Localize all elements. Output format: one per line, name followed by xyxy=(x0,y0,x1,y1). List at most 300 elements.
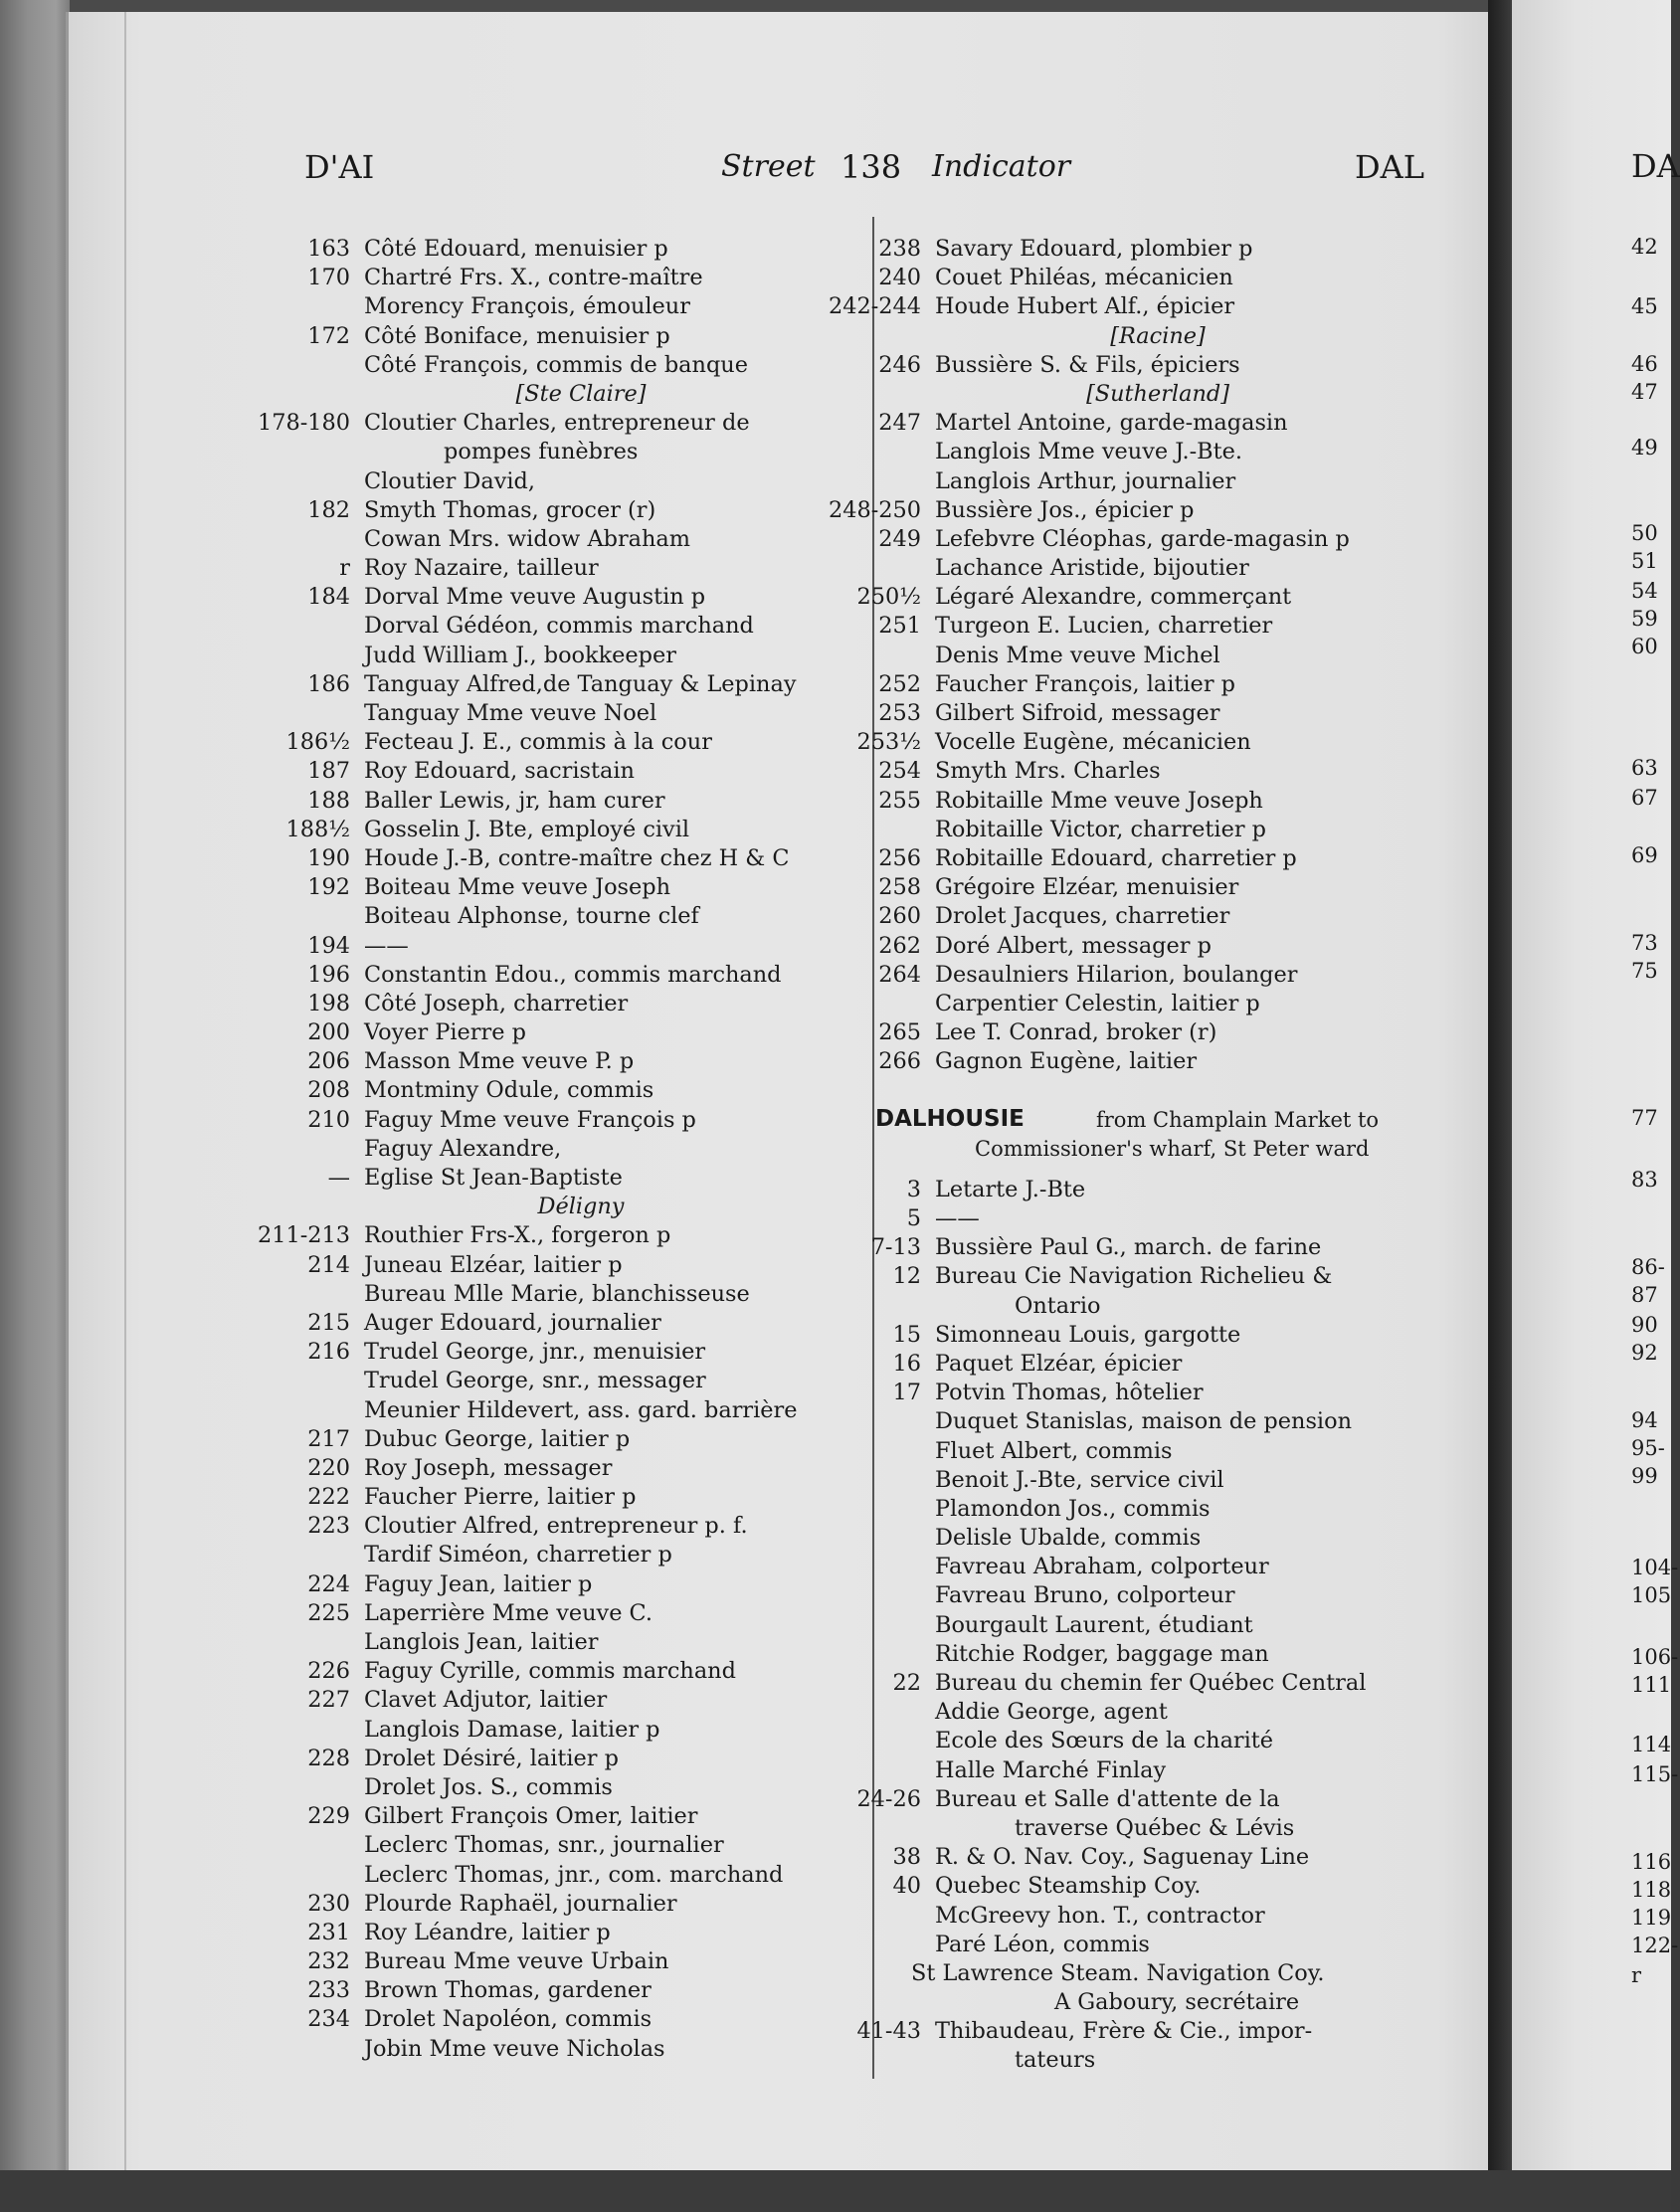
resident-entry: Drolet Jos. S., commis xyxy=(364,1773,613,1800)
resident-entry: Faguy Alexandre, xyxy=(364,1135,562,1162)
house-number: 38 xyxy=(892,1844,921,1871)
directory-entry xyxy=(304,1396,857,1425)
resident-entry: Leclerc Thomas, snr., journalier xyxy=(364,1832,724,1859)
resident-entry: Lee T. Conrad, broker (r) xyxy=(935,1019,1217,1046)
resident-entry: Constantin Edou., commis marchand xyxy=(364,961,782,988)
directory-entry xyxy=(875,1292,1440,1321)
house-number: 238 xyxy=(878,236,921,262)
house-number: 246 xyxy=(878,351,921,378)
directory-entry xyxy=(304,351,857,380)
house-number: 182 xyxy=(307,496,350,523)
directory-entry xyxy=(870,1233,1440,1262)
directory-entry xyxy=(257,1221,857,1250)
directory-entry xyxy=(304,902,857,931)
directory-entry xyxy=(304,1686,857,1715)
header-street: Street xyxy=(721,149,816,184)
house-number: 234 xyxy=(307,2006,350,2033)
directory-entry xyxy=(875,264,1440,292)
house-number: 15 xyxy=(892,1321,921,1348)
resident-entry: Bureau Mme veuve Urbain xyxy=(364,1948,669,1975)
directory-entry xyxy=(875,1105,1440,1134)
directory-entry xyxy=(875,1495,1440,1524)
house-number: 186 xyxy=(307,670,350,697)
house-number: 217 xyxy=(307,1425,350,1452)
next-page-number: 83 xyxy=(1631,1168,1658,1192)
house-number: 3 xyxy=(906,1176,921,1202)
house-number: 242-244 xyxy=(828,293,921,320)
resident-entry: Roy Edouard, sacristain xyxy=(364,758,635,785)
house-number: 196 xyxy=(307,961,350,988)
next-page-number: 73 xyxy=(1631,931,1658,955)
directory-entry xyxy=(875,1135,1440,1164)
next-page-number: 116 xyxy=(1631,1850,1672,1874)
resident-entry: Quebec Steamship Coy. xyxy=(935,1873,1202,1900)
resident-entry: tateurs xyxy=(1015,2047,1096,2074)
directory-entry xyxy=(304,525,857,554)
next-page-number: 118 xyxy=(1631,1878,1672,1902)
resident-entry: Doré Albert, messager p xyxy=(935,932,1212,959)
house-number: 22 xyxy=(892,1670,921,1696)
directory-entry xyxy=(875,1437,1440,1466)
house-number: — xyxy=(327,1165,350,1191)
house-number: 254 xyxy=(878,758,921,785)
directory-entry xyxy=(304,612,857,641)
house-number: 225 xyxy=(307,1599,350,1626)
directory-entry xyxy=(856,1785,1440,1814)
directory-entry xyxy=(875,438,1440,466)
directory-entry xyxy=(304,1076,857,1105)
directory-entry xyxy=(875,1176,1440,1204)
resident-entry: Bussière Paul G., march. de farine xyxy=(935,1234,1322,1261)
resident-entry: R. & O. Nav. Coy., Saguenay Line xyxy=(935,1844,1310,1871)
next-page-number: 104- xyxy=(1631,1556,1679,1579)
house-number: 222 xyxy=(307,1484,350,1511)
directory-entry xyxy=(828,496,1440,525)
house-number: 224 xyxy=(307,1570,350,1597)
directory-entry xyxy=(285,728,857,757)
next-page-number: 49 xyxy=(1631,436,1658,460)
directory-entry xyxy=(304,1773,857,1802)
directory-entry xyxy=(875,670,1440,699)
next-page-header: DA xyxy=(1631,147,1680,185)
house-number: 253 xyxy=(878,700,921,726)
resident-entry: —— xyxy=(364,932,409,959)
resident-entry: Cowan Mrs. widow Abraham xyxy=(364,525,690,552)
resident-entry: Côté Edouard, menuisier p xyxy=(364,236,668,262)
directory-entry xyxy=(304,235,857,264)
header-right: DAL xyxy=(1355,148,1425,186)
directory-column-left xyxy=(257,235,857,2064)
resident-entry: Trudel George, jnr., menuisier xyxy=(364,1339,706,1366)
house-number: 249 xyxy=(878,525,921,552)
house-number: 233 xyxy=(307,1977,350,2004)
resident-entry: Fluet Albert, commis xyxy=(935,1437,1173,1464)
house-number: 16 xyxy=(892,1350,921,1377)
directory-entry xyxy=(304,1135,857,1164)
resident-entry: Boiteau Alphonse, tourne clef xyxy=(364,903,699,930)
next-page-number: 47 xyxy=(1631,380,1658,404)
resident-entry: Halle Marché Finlay xyxy=(935,1756,1167,1783)
house-number: 229 xyxy=(307,1803,350,1830)
next-page-number: 42 xyxy=(1631,235,1658,259)
directory-entry xyxy=(875,1164,1440,1176)
directory-entry xyxy=(304,1193,857,1221)
house-number: 41-43 xyxy=(856,2018,921,2045)
house-number: 208 xyxy=(307,1077,350,1104)
directory-entry xyxy=(304,990,857,1018)
directory-entry xyxy=(875,1698,1440,1727)
directory-entry xyxy=(875,1669,1440,1698)
directory-entry xyxy=(304,322,857,351)
resident-entry: Bourgault Laurent, étudiant xyxy=(935,1611,1253,1638)
directory-entry xyxy=(304,642,857,670)
directory-entry xyxy=(304,1251,857,1280)
resident-entry: Duquet Stanislas, maison de pension xyxy=(935,1408,1352,1435)
directory-entry xyxy=(304,380,857,409)
house-number: 227 xyxy=(307,1687,350,1714)
resident-entry: Gilbert Sifroid, messager xyxy=(935,700,1220,726)
next-page-number: 87 xyxy=(1631,1283,1658,1307)
directory-entry xyxy=(875,1553,1440,1581)
house-number: 40 xyxy=(892,1873,921,1900)
resident-entry: Robitaille Edouard, charretier p xyxy=(935,844,1297,871)
directory-entry xyxy=(304,1716,857,1745)
next-page-number: 60 xyxy=(1631,635,1658,658)
resident-entry: Tardif Siméon, charretier p xyxy=(364,1542,672,1568)
directory-entry xyxy=(875,1204,1440,1233)
bottom-shadow xyxy=(0,2170,1671,2212)
directory-entry xyxy=(304,1802,857,1831)
resident-entry: Favreau Abraham, colporteur xyxy=(935,1554,1269,1580)
directory-entry xyxy=(304,1599,857,1628)
directory-entry xyxy=(856,2017,1440,2046)
directory-entry xyxy=(304,873,857,902)
house-number: 163 xyxy=(307,236,350,262)
resident-entry: Turgeon E. Lucien, charretier xyxy=(935,613,1273,640)
header-indicator: Indicator xyxy=(932,149,1071,184)
directory-entry xyxy=(304,1106,857,1135)
resident-entry: Roy Nazaire, tailleur xyxy=(364,555,599,582)
resident-entry: Bureau Cie Navigation Richelieu & xyxy=(935,1263,1333,1290)
directory-entry xyxy=(304,1976,857,2005)
next-page-number: 95- xyxy=(1631,1436,1665,1460)
directory-entry xyxy=(304,1454,857,1483)
directory-entry xyxy=(856,583,1440,612)
resident-entry: Desaulniers Hilarion, boulanger xyxy=(935,961,1298,988)
resident-entry: Masson Mme veuve P. p xyxy=(364,1048,635,1075)
house-number: 5 xyxy=(906,1205,921,1231)
directory-entry xyxy=(304,1164,857,1193)
resident-entry: Brown Thomas, gardener xyxy=(364,1977,652,2004)
house-number: 264 xyxy=(878,961,921,988)
next-page-number: 50 xyxy=(1631,521,1658,545)
directory-entry xyxy=(875,873,1440,902)
house-number: 12 xyxy=(892,1263,921,1290)
resident-entry: Déligny xyxy=(537,1194,625,1220)
resident-entry: Faguy Cyrille, commis marchand xyxy=(364,1658,736,1685)
directory-entry xyxy=(875,351,1440,380)
resident-entry: Paquet Elzéar, épicier xyxy=(935,1350,1183,1377)
resident-entry: Morency François, émouleur xyxy=(364,293,690,320)
directory-entry xyxy=(304,757,857,786)
directory-entry xyxy=(875,1018,1440,1047)
house-number: 253½ xyxy=(856,729,921,756)
directory-entry xyxy=(875,1988,1440,2017)
directory-entry xyxy=(875,932,1440,961)
resident-entry: Ontario xyxy=(1015,1292,1101,1319)
resident-entry: Benoit J.-Bte, service civil xyxy=(935,1466,1224,1493)
next-page-number: 69 xyxy=(1631,843,1658,867)
resident-entry: Routhier Frs-X., forgeron p xyxy=(364,1222,671,1249)
book-gutter xyxy=(1488,0,1512,2212)
house-number: 188½ xyxy=(285,816,350,842)
house-number: 228 xyxy=(307,1745,350,1771)
resident-entry: Faucher François, laitier p xyxy=(935,670,1235,697)
resident-entry: Laperrière Mme veuve C. xyxy=(364,1599,653,1626)
resident-entry: Letarte J.-Bte xyxy=(935,1176,1086,1202)
resident-entry: Carpentier Celestin, laitier p xyxy=(935,990,1260,1016)
directory-entry xyxy=(875,699,1440,728)
directory-entry xyxy=(304,1512,857,1541)
house-number: 192 xyxy=(307,874,350,901)
house-number: 188 xyxy=(307,787,350,814)
resident-entry: Lefebvre Cléophas, garde-magasin p xyxy=(935,525,1350,552)
house-number: 266 xyxy=(878,1048,921,1075)
house-number: r xyxy=(339,555,350,582)
directory-entry xyxy=(875,1902,1440,1931)
directory-entry xyxy=(875,844,1440,873)
resident-entry: Smyth Mrs. Charles xyxy=(935,758,1161,785)
house-number: 231 xyxy=(307,1919,350,1945)
directory-entry xyxy=(304,1570,857,1599)
resident-entry: Grégoire Elzéar, menuisier xyxy=(935,874,1239,901)
house-number: 262 xyxy=(878,932,921,959)
directory-entry xyxy=(875,1524,1440,1553)
next-page-number: 115- xyxy=(1631,1762,1679,1786)
next-page-number: 114 xyxy=(1631,1733,1672,1756)
resident-entry: Commissioner's wharf, St Peter ward xyxy=(975,1136,1370,1161)
directory-entry xyxy=(875,1959,1440,1988)
directory-entry xyxy=(875,467,1440,496)
directory-entry xyxy=(304,1018,857,1047)
next-page-number: 67 xyxy=(1631,786,1658,810)
directory-entry xyxy=(875,961,1440,990)
house-number: 194 xyxy=(307,932,350,959)
directory-entry xyxy=(875,1872,1440,1901)
resident-entry: Langlois Mme veuve J.-Bte. xyxy=(935,439,1242,465)
house-number: 247 xyxy=(878,410,921,437)
directory-entry xyxy=(875,612,1440,641)
house-number: 178-180 xyxy=(257,410,350,437)
resident-entry: Montminy Odule, commis xyxy=(364,1077,654,1104)
directory-entry xyxy=(304,1367,857,1395)
directory-entry xyxy=(875,409,1440,438)
house-number: 240 xyxy=(878,265,921,291)
directory-entry xyxy=(304,961,857,990)
house-number: 260 xyxy=(878,903,921,930)
resident-entry: Cloutier Charles, entrepreneur de xyxy=(364,410,750,437)
resident-entry: St Lawrence Steam. Navigation Coy. xyxy=(911,1959,1325,1986)
resident-entry: Côté François, commis de banque xyxy=(364,351,748,378)
directory-entry xyxy=(304,292,857,321)
resident-entry: DALHOUSIE xyxy=(875,1106,1025,1133)
house-number: 206 xyxy=(307,1048,350,1075)
resident-entry: Côté Boniface, menuisier p xyxy=(364,322,670,349)
resident-entry: Ritchie Rodger, baggage man xyxy=(935,1640,1269,1667)
directory-entry xyxy=(875,554,1440,583)
next-page-number: 90 xyxy=(1631,1313,1658,1337)
resident-entry: Denis Mme veuve Michel xyxy=(935,642,1220,668)
directory-entry xyxy=(304,699,857,728)
resident-entry: Voyer Pierre p xyxy=(364,1019,526,1046)
house-number: 248-250 xyxy=(828,496,921,523)
house-number: 200 xyxy=(307,1019,350,1046)
directory-entry xyxy=(304,1628,857,1657)
directory-entry xyxy=(875,1756,1440,1785)
resident-entry: Côté Joseph, charretier xyxy=(364,990,629,1016)
directory-entry xyxy=(875,757,1440,786)
house-number: 216 xyxy=(307,1339,350,1366)
directory-entry xyxy=(875,1931,1440,1959)
next-page-number: 51 xyxy=(1631,549,1658,573)
resident-entry: Potvin Thomas, hôtelier xyxy=(935,1380,1204,1406)
directory-entry xyxy=(875,1076,1440,1105)
resident-entry: Cloutier David, xyxy=(364,467,535,494)
resident-entry: Tanguay Mme veuve Noel xyxy=(364,700,657,726)
directory-entry xyxy=(828,292,1440,321)
resident-entry: McGreevy hon. T., contractor xyxy=(935,1902,1265,1929)
directory-entry xyxy=(304,1425,857,1454)
house-number: 7-13 xyxy=(870,1234,921,1261)
resident-entry: Meunier Hildevert, ass. gard. barrière xyxy=(364,1396,798,1423)
directory-entry xyxy=(875,642,1440,670)
directory-entry xyxy=(304,1483,857,1512)
resident-entry: Savary Edouard, plombier p xyxy=(935,236,1253,262)
street-description: from Champlain Market to xyxy=(1096,1108,1380,1133)
resident-entry: Delisle Ubalde, commis xyxy=(935,1525,1202,1552)
resident-entry: Boiteau Mme veuve Joseph xyxy=(364,874,671,901)
resident-entry: Roy Léandre, laitier p xyxy=(364,1919,611,1945)
resident-entry: Simonneau Louis, gargotte xyxy=(935,1321,1241,1348)
house-number: 211-213 xyxy=(257,1222,350,1249)
house-number: 265 xyxy=(878,1019,921,1046)
resident-entry: Dubuc George, laitier p xyxy=(364,1425,631,1452)
resident-entry: Faucher Pierre, laitier p xyxy=(364,1484,637,1511)
house-number: 210 xyxy=(307,1106,350,1133)
next-page-number: 119 xyxy=(1631,1906,1672,1930)
directory-entry xyxy=(304,1890,857,1919)
directory-entry xyxy=(875,787,1440,816)
directory-entry xyxy=(875,322,1440,351)
directory-entry xyxy=(304,932,857,961)
resident-entry: [Sutherland] xyxy=(1086,380,1229,407)
resident-entry: Bussière S. & Fils, épiciers xyxy=(935,351,1240,378)
next-page-number: 105 xyxy=(1631,1583,1672,1607)
house-number: 255 xyxy=(878,787,921,814)
resident-entry: Couet Philéas, mécanicien xyxy=(935,265,1233,291)
book-binding-edge xyxy=(0,0,70,2212)
house-number: 215 xyxy=(307,1309,350,1336)
resident-entry: A Gaboury, secrétaire xyxy=(1054,1989,1300,2016)
resident-entry: Houde Hubert Alf., épicier xyxy=(935,293,1235,320)
next-page-number: 99 xyxy=(1631,1464,1658,1488)
resident-entry: Bureau et Salle d'attente de la xyxy=(935,1785,1280,1812)
resident-entry: Smyth Thomas, grocer (r) xyxy=(364,496,656,523)
house-number: 251 xyxy=(878,613,921,640)
resident-entry: Langlois Damase, laitier p xyxy=(364,1716,660,1743)
resident-entry: Faguy Jean, laitier p xyxy=(364,1570,593,1597)
directory-entry xyxy=(304,438,857,466)
resident-entry: Bureau du chemin fer Québec Central xyxy=(935,1670,1367,1696)
directory-entry xyxy=(304,1657,857,1686)
house-number: 256 xyxy=(878,844,921,871)
house-number: 214 xyxy=(307,1251,350,1278)
house-number: 220 xyxy=(307,1454,350,1481)
directory-entry xyxy=(875,990,1440,1018)
resident-entry: pompes funèbres xyxy=(444,439,639,465)
directory-entry xyxy=(875,1814,1440,1843)
directory-entry xyxy=(875,525,1440,554)
next-page-number: 106- xyxy=(1631,1645,1679,1669)
directory-entry xyxy=(875,1262,1440,1291)
house-number: 186½ xyxy=(285,729,350,756)
directory-entry xyxy=(304,1047,857,1076)
resident-entry: Eglise St Jean-Baptiste xyxy=(364,1165,623,1191)
resident-entry: Auger Edouard, journalier xyxy=(364,1309,661,1336)
resident-entry: Vocelle Eugène, mécanicien xyxy=(935,729,1251,756)
resident-entry: Dorval Gédéon, commis marchand xyxy=(364,613,754,640)
house-number: 230 xyxy=(307,1890,350,1917)
house-number: 184 xyxy=(307,584,350,611)
directory-entry xyxy=(304,554,857,583)
resident-entry: Bureau Mlle Marie, blanchisseuse xyxy=(364,1280,750,1307)
next-page-number: 111 xyxy=(1631,1673,1672,1697)
resident-entry: Plourde Raphaël, journalier xyxy=(364,1890,677,1917)
house-number: 187 xyxy=(307,758,350,785)
resident-entry: Thibaudeau, Frère & Cie., impor- xyxy=(935,2018,1313,2045)
next-page-number: 77 xyxy=(1631,1106,1658,1130)
next-page-number: 54 xyxy=(1631,579,1658,603)
directory-entry xyxy=(856,728,1440,757)
directory-entry xyxy=(875,1379,1440,1407)
next-page-number: 75 xyxy=(1631,959,1658,983)
resident-entry: Clavet Adjutor, laitier xyxy=(364,1687,608,1714)
directory-entry xyxy=(875,1611,1440,1640)
resident-entry: Robitaille Mme veuve Joseph xyxy=(935,787,1263,814)
resident-entry: Langlois Arthur, journalier xyxy=(935,467,1236,494)
resident-entry: —— xyxy=(935,1205,980,1231)
house-number: 17 xyxy=(892,1380,921,1406)
resident-entry: Judd William J., bookkeeper xyxy=(364,642,676,668)
resident-entry: Robitaille Victor, charretier p xyxy=(935,816,1266,842)
house-number: 190 xyxy=(307,844,350,871)
resident-entry: Langlois Jean, laitier xyxy=(364,1629,599,1655)
house-number: 252 xyxy=(878,670,921,697)
directory-entry xyxy=(304,1309,857,1338)
directory-entry xyxy=(875,1350,1440,1379)
directory-entry xyxy=(875,1843,1440,1872)
directory-entry xyxy=(304,787,857,816)
next-page-number: 122- xyxy=(1631,1934,1679,1957)
resident-entry: Roy Joseph, messager xyxy=(364,1454,613,1481)
next-page-number: 92 xyxy=(1631,1341,1658,1365)
directory-entry xyxy=(304,844,857,873)
resident-entry: Trudel George, snr., messager xyxy=(364,1368,706,1394)
directory-entry xyxy=(257,409,857,438)
resident-entry: Chartré Frs. X., contre-maître xyxy=(364,265,703,291)
directory-entry xyxy=(304,1861,857,1890)
resident-entry: Drolet Désiré, laitier p xyxy=(364,1745,619,1771)
